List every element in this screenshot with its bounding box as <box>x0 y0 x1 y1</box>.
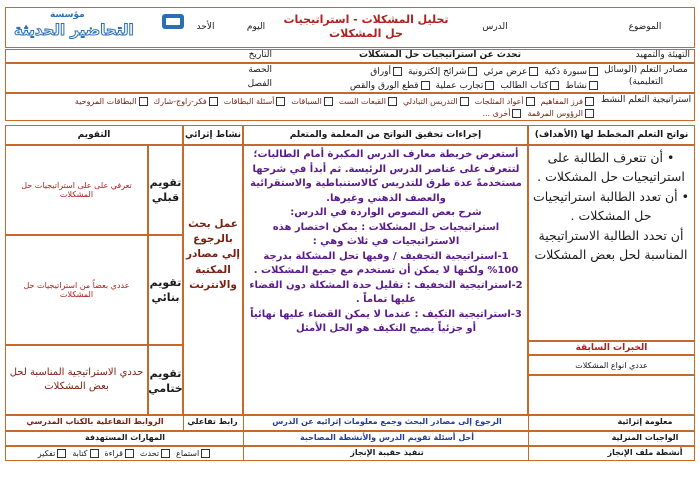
checkbox-icon <box>468 67 477 76</box>
homework-label: الواجبات المنزلية <box>611 433 679 442</box>
checkbox-icon <box>485 81 494 90</box>
resource-video[interactable]: عرض مرئي <box>483 67 540 77</box>
footer-divider <box>183 415 184 431</box>
logo-line2: التحاضير الحديثة <box>14 21 134 39</box>
strategy-item[interactable]: أخرى ... <box>482 109 523 118</box>
portfolio-label: أنشطة ملف الإنجاز <box>607 448 683 457</box>
eval-formative-label: تقويم بنائي <box>149 275 182 304</box>
activity-text: عمل بحث بالرجوع إلي مصادر المكتبة والانترنت <box>185 217 241 291</box>
skills-label: المهارات المستهدفة <box>84 433 166 442</box>
intro-text: تحدث عن استراتيجيات حل المشكلات <box>358 50 522 60</box>
eval-final-label: تقويم ختامي <box>148 366 183 395</box>
strategy-item[interactable]: فرز المفاهيم <box>541 97 596 106</box>
lesson-label: الدرس <box>482 22 508 32</box>
checkbox-icon <box>460 97 469 106</box>
class-label: الفصل <box>247 79 272 89</box>
checkbox-icon <box>324 97 333 106</box>
procedure-strategy-3: 3-استراتيجية التكيف : عندما لا يمكن القضاء عليها نهائياً أو جزئياً يصبح التكيف هو الحل الأمثل <box>250 308 522 334</box>
procedure-intro: أستعرض خريطة معارف الدرس المكبرة أمام الطالبات؛ لتتعرف على عناصر الدرس الرئيسة. ثم أبدأ في شرحها مستخدمةً عدة طرق للتدريس كالاستنباطية والاستقرائية والعصف الذهني وغيرها. <box>250 149 522 204</box>
eval-pre-label: تقويم قبلي <box>149 175 182 204</box>
logo-icon <box>160 11 186 33</box>
prior-label: الخبرات السابقة <box>528 341 695 355</box>
intro-label: التهيئة والتمهيد <box>635 50 690 60</box>
skill-writing[interactable]: كتابة <box>72 449 100 458</box>
checkbox-icon <box>201 449 210 458</box>
skill-reading[interactable]: قراءة <box>105 449 136 458</box>
skill-speaking[interactable]: تحدث <box>140 449 172 458</box>
resources-row2 <box>280 80 600 92</box>
resource-smartboard[interactable]: سبورة ذكية <box>544 67 600 77</box>
checkbox-icon <box>209 97 218 106</box>
strategies-row2 <box>300 108 596 119</box>
strategies-row1 <box>10 96 596 107</box>
eval-pre-text: تعرفي على على استراتيجيات حل المشكلات <box>21 181 132 199</box>
strategies-label: استراتيجية التعلم النشط <box>600 95 692 105</box>
eval-formative-text: عددي بعضاً من استراتيجيات حل المشكلات <box>23 281 130 299</box>
checkbox-icon <box>57 449 66 458</box>
prior-text: عددي انواع المشكلات <box>528 355 695 375</box>
skill-thinking[interactable]: تفكير <box>38 449 69 458</box>
procedures-text <box>248 148 524 412</box>
procedure-texts-title: شرح بعض النصوص الواردة في الدرس: <box>290 207 482 218</box>
day-label: اليوم <box>246 22 266 32</box>
footer-divider <box>243 415 244 461</box>
checkbox-icon <box>161 449 170 458</box>
strategy-item[interactable]: البطاقات المروحية <box>75 97 150 106</box>
outcome-item: • أن تتعرف الطالبة على استراتيجيات حل المشكلات . <box>537 150 685 185</box>
resources-label: مصادر التعلم (الوسائل التعليمية) <box>604 65 688 88</box>
checkbox-icon <box>125 449 134 458</box>
resource-cut-paper[interactable]: قطع الورق والقص <box>350 81 432 91</box>
checkbox-icon <box>388 97 397 106</box>
strategy-item[interactable]: الرؤوس المرقمة <box>527 109 596 118</box>
strategy-item[interactable]: السباقات <box>291 97 334 106</box>
link-label: رابط تفاعلي <box>187 417 238 426</box>
header-evaluation: التقويم <box>5 125 183 145</box>
strategy-item[interactable]: القبعات الست <box>339 97 399 106</box>
lesson-title: تحليل المشكلات - استراتيجيات حل المشكلات <box>283 12 449 40</box>
logo <box>10 8 180 46</box>
link-text[interactable]: الروابط التفاعلية بالكتاب المدرسي <box>26 417 164 426</box>
outcome-item: • أن تعدد الطالبة استراتيجيات حل المشكلات . <box>533 188 689 224</box>
checkbox-icon <box>585 97 594 106</box>
resource-activity[interactable]: نشاط <box>565 81 600 91</box>
eval-final-text: حددي الاستراتيجية المناسبة لحل بعض المشكلات <box>9 367 144 392</box>
subject-label: الموضوع <box>628 22 662 32</box>
checkbox-icon <box>529 67 538 76</box>
skills-list <box>10 448 240 459</box>
resource-student-book[interactable]: كتاب الطالب <box>500 81 561 91</box>
checkbox-icon <box>526 97 535 106</box>
strategy-item[interactable]: فكر-زاوج-شارك <box>154 97 220 106</box>
strategy-item[interactable]: التدريس التبادلي <box>403 97 471 106</box>
procedure-strategy-1: 1-استراتيجية التجفيف / وفيها تحل المشكلة بدرجة 100% ولكنها لا يمكن أن تستخدم مع جميع المشكلات . <box>253 250 519 276</box>
checkbox-icon <box>139 97 148 106</box>
strategy-item[interactable]: أعواد المثلجات <box>475 97 537 106</box>
checkbox-icon <box>550 81 559 90</box>
resource-slides[interactable]: شرائح إلكترونية <box>408 67 479 77</box>
checkbox-icon <box>393 67 402 76</box>
skill-listening[interactable]: استماع <box>176 449 212 458</box>
header-procedures: إجراءات تحقيق النواتج من المعلمة والمتعلم <box>243 125 528 145</box>
strategy-item[interactable]: أسئلة البطاقات <box>224 97 288 106</box>
procedure-strategies: استراتيجيات حل المشكلات : يمكن اختصار هذه الاستراتيجيات في ثلاث وهي : <box>272 221 500 247</box>
checkbox-icon <box>421 81 430 90</box>
date-label: التاريخ <box>248 50 272 60</box>
outcomes-filler <box>528 375 695 415</box>
enrich-label: معلومة إثرائية <box>617 417 673 426</box>
homework-text: أحل أسئلة تقويم الدرس والأنشطة المصاحبة <box>300 433 474 442</box>
period-label: الحصة <box>248 65 272 75</box>
portfolio-text: تنفيذ حقيبة الإنجاز <box>350 448 424 457</box>
resource-experiments[interactable]: تجارب عملية <box>436 81 497 91</box>
resources-row1 <box>280 66 600 78</box>
checkbox-icon <box>276 97 285 106</box>
resource-papers[interactable]: أوراق <box>370 67 404 77</box>
outcome-item: أن تحدد الطالبة الاستراتيجية المناسبة لحل بعض المشكلات <box>534 227 688 262</box>
checkbox-icon <box>90 449 99 458</box>
enrich-text: الرجوع إلى مصادر البحث وجمع معلومات إثرائيه عن الدرس <box>272 417 502 426</box>
checkbox-icon <box>589 67 598 76</box>
day-value: الأحد <box>196 22 215 32</box>
header-outcomes: نواتج التعلم المخطط لها (الأهداف) <box>528 125 695 145</box>
procedure-strategy-2: 2-استراتيجية التخفيف : تقليل حدة المشكلة دون القضاء عليها تماماً . <box>249 279 523 305</box>
checkbox-icon <box>585 109 594 118</box>
checkbox-icon <box>589 81 598 90</box>
footer-divider <box>528 415 529 461</box>
outcomes-list <box>531 148 691 340</box>
header-activity: نشاط إثرائي <box>183 125 243 145</box>
logo-line1: مؤسسة <box>50 10 85 20</box>
checkbox-icon <box>512 109 521 118</box>
